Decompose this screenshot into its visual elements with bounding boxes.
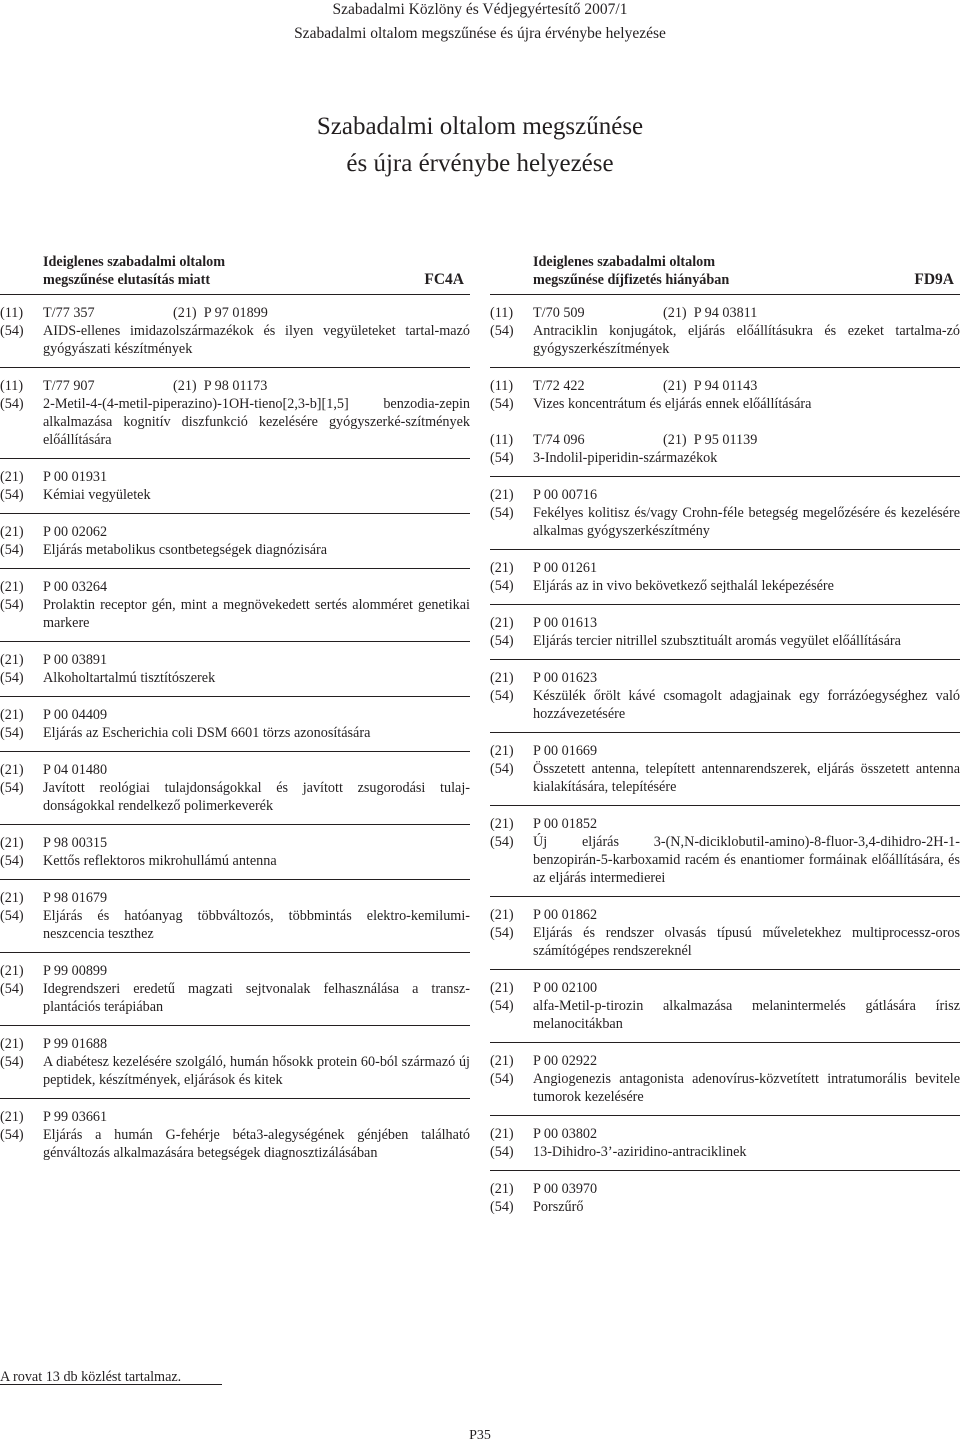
entry-title: Angiogenezis antagonista adenovírus-közvetített intratumorális bevitele tumorok kezelésére (533, 1071, 960, 1105)
entry-field (490, 431, 960, 449)
application-number: P 98 00315 (43, 835, 108, 851)
inid-code: (21) (0, 469, 24, 485)
entry-field (490, 1143, 960, 1161)
inid-code: (54) (0, 670, 24, 686)
inid-code: (11) (0, 378, 24, 394)
publication-number: T/74 096 (533, 432, 585, 448)
patent-entry (0, 295, 470, 367)
entry-field (490, 632, 960, 650)
inid-code: (21) (490, 487, 514, 503)
inid-code: (54) (0, 1054, 24, 1070)
entry-field (490, 979, 960, 997)
publication-number: T/77 357 (43, 305, 95, 321)
patent-entry (490, 477, 960, 549)
right-column (490, 253, 960, 1225)
inid-code: (11) (490, 432, 514, 448)
application-number: P 00 02922 (533, 1053, 598, 1069)
patent-entry (490, 368, 960, 422)
inid-code: (21) (0, 652, 24, 668)
page-title (0, 108, 960, 182)
inid-code: (21) (490, 1126, 514, 1142)
right-heading-line-2: megszűnése díjfizetés hiányában (533, 272, 730, 288)
entry-title: Eljárás metabolikus csontbetegségek diagnózisára (43, 542, 328, 558)
application-number: P 00 03891 (43, 652, 108, 668)
entry-field (0, 651, 470, 669)
inid-code: (54) (490, 396, 514, 412)
section-count-note: A rovat 13 db közlést tartalmaz. (0, 1369, 182, 1385)
entry-field (490, 760, 960, 796)
entry-title: Eljárás és rendszer olvasás típusú műveletekhez multiprocessz-oros számítógépes rendszereknél (533, 925, 960, 959)
entry-field (0, 1053, 470, 1089)
entry-field (0, 761, 470, 779)
application-number: P 00 03970 (533, 1181, 598, 1197)
right-heading-line-1: Ideiglenes szabadalmi oltalom (533, 254, 716, 270)
patent-entry (490, 1171, 960, 1225)
entry-numbers (43, 377, 470, 395)
inid-code: (21) (490, 743, 514, 759)
entry-field (490, 449, 960, 467)
entry-field (490, 669, 960, 687)
entry-field (490, 377, 960, 395)
entry-title: Eljárás a humán G-fehérje béta3-alegységének génjében található génváltozás alkalmazására betegségek diagnosztizálásában (43, 1127, 470, 1161)
entry-field (0, 834, 470, 852)
entry-title: Kettős reflektoros mikrohullámú antenna (43, 853, 277, 869)
entry-field (490, 1052, 960, 1070)
inid-code: (54) (490, 323, 514, 339)
patent-entry (0, 825, 470, 879)
entry-numbers (533, 304, 960, 322)
application-number: P 99 03661 (43, 1109, 108, 1125)
entry-field (0, 706, 470, 724)
inid-code: (54) (0, 323, 24, 339)
entry-field (0, 304, 470, 322)
patent-entry (490, 295, 960, 367)
entry-numbers (43, 304, 470, 322)
entry-title: Porszűrő (533, 1199, 584, 1215)
inid-code: (21) (490, 907, 514, 923)
inid-code: (54) (490, 1144, 514, 1160)
application-number: P 00 00716 (533, 487, 598, 503)
inid-code: (54) (490, 633, 514, 649)
inid-code: (21) (0, 762, 24, 778)
application-number: P 00 03264 (43, 579, 108, 595)
entry-title: AIDS-ellenes imidazolszármazékok és ilyen vegyületeket tartal-mazó gyógyászati készítmények (43, 323, 470, 357)
inid-code: (21) (0, 524, 24, 540)
application-number: P 98 01679 (43, 890, 108, 906)
application-number: P 00 02100 (533, 980, 598, 996)
page-title-line-1: Szabadalmi oltalom megszűnése (316, 113, 644, 140)
inid-code: (54) (0, 853, 24, 869)
entry-field (490, 395, 960, 413)
entry-field (490, 687, 960, 723)
patent-entry (490, 1116, 960, 1170)
entry-field (490, 1070, 960, 1106)
patent-entry (0, 1026, 470, 1098)
entry-numbers (533, 431, 960, 449)
entry-title: Javított reológiai tulajdonságokkal és javított zsugorodási tulaj-donságokkal rendelkező polimerkeverék (43, 780, 470, 814)
application-number: P 00 04409 (43, 707, 108, 723)
application-number: P 00 01931 (43, 469, 108, 485)
entry-field (490, 559, 960, 577)
entry-title: A diabétesz kezelésére szolgáló, humán hősokk protein 60-ból származó új peptidek, készítmények, eljárások és kitek (43, 1054, 470, 1088)
entry-field (0, 541, 470, 559)
right-section-code: FD9A (914, 271, 954, 288)
application-number: P 00 01613 (533, 615, 598, 631)
inid-code: (54) (0, 981, 24, 997)
entry-numbers (533, 377, 960, 395)
inid-code: (11) (0, 305, 24, 321)
inid-code: (54) (490, 1071, 514, 1087)
entry-title: Alkoholtartalmú tisztítószerek (43, 670, 216, 686)
application-number: P 00 01261 (533, 560, 598, 576)
inid-code: (54) (490, 450, 514, 466)
inid-code: (54) (0, 908, 24, 924)
patent-entry (0, 642, 470, 696)
entry-field (490, 486, 960, 504)
entry-field (0, 889, 470, 907)
entry-field (0, 596, 470, 632)
entry-field (0, 468, 470, 486)
patent-entry (490, 806, 960, 896)
entry-field (0, 395, 470, 449)
application-number: P 00 01852 (533, 816, 598, 832)
inid-code: (21) (490, 980, 514, 996)
application-number: (21) P 94 03811 (663, 305, 758, 321)
entry-title: Készülék őrölt kávé csomagolt adagjainak egy forrázóegységhez való hozzávezetésére (533, 688, 960, 722)
left-entries (0, 295, 470, 1171)
application-number: P 00 01862 (533, 907, 598, 923)
entry-title: Idegrendszeri eredetű magzati sejtvonalak felhasználása a transz-plantációs terápiában (43, 981, 470, 1015)
application-number: P 00 02062 (43, 524, 108, 540)
inid-code: (21) (490, 1181, 514, 1197)
entry-title: Összetett antenna, telepített antennarendszerek, eljárás összetett antenna kialakítására, telepítésére (533, 761, 960, 795)
left-heading-line-2: megszűnése elutasítás miatt (43, 272, 211, 288)
inid-code: (54) (490, 505, 514, 521)
running-header-section: Szabadalmi oltalom megszűnése és újra érvénybe helyezése (294, 25, 666, 42)
footer-rule (0, 1384, 222, 1385)
inid-code: (21) (490, 670, 514, 686)
application-number: (21) P 95 01139 (663, 432, 758, 448)
inid-code: (54) (0, 725, 24, 741)
inid-code: (54) (0, 542, 24, 558)
entry-field (490, 1125, 960, 1143)
patent-entry (490, 605, 960, 659)
publication-number: T/70 509 (533, 305, 585, 321)
patent-entry (490, 422, 960, 476)
entry-field (0, 852, 470, 870)
entry-field (0, 724, 470, 742)
left-column (0, 253, 470, 1171)
inid-code: (21) (490, 816, 514, 832)
entry-field (490, 322, 960, 358)
inid-code: (21) (490, 560, 514, 576)
patent-entry (0, 1099, 470, 1171)
entry-field (0, 980, 470, 1016)
inid-code: (21) (490, 615, 514, 631)
entry-field (0, 1035, 470, 1053)
application-number: P 99 01688 (43, 1036, 108, 1052)
inid-code: (54) (490, 834, 514, 850)
application-number: P 00 01669 (533, 743, 598, 759)
inid-code: (54) (490, 761, 514, 777)
application-number: (21) P 94 01143 (663, 378, 758, 394)
application-number: P 00 01623 (533, 670, 598, 686)
patent-entry (490, 1043, 960, 1115)
left-heading-line-1: Ideiglenes szabadalmi oltalom (43, 254, 226, 270)
entry-field (490, 815, 960, 833)
inid-code: (54) (490, 688, 514, 704)
page-number: P35 (469, 1428, 491, 1443)
entry-title: Prolaktin receptor gén, mint a megnövekedett sertés alomméret genetikai markere (43, 597, 470, 631)
inid-code: (21) (0, 1109, 24, 1125)
inid-code: (54) (490, 998, 514, 1014)
inid-code: (21) (0, 963, 24, 979)
entry-field (490, 1198, 960, 1216)
inid-code: (21) (0, 890, 24, 906)
right-section-heading (490, 253, 960, 289)
entry-title: alfa-Metil-p-tirozin alkalmazása melanintermelés gátlására írisz melanocitákban (533, 998, 960, 1032)
inid-code: (54) (0, 780, 24, 796)
inid-code: (21) (0, 707, 24, 723)
entry-field (0, 377, 470, 395)
patent-entry (490, 733, 960, 805)
patent-entry (0, 880, 470, 952)
patent-entry (0, 459, 470, 513)
patent-entry (0, 368, 470, 458)
entry-field (0, 523, 470, 541)
entry-title: Kémiai vegyületek (43, 487, 151, 503)
entry-field (490, 924, 960, 960)
inid-code: (54) (490, 925, 514, 941)
inid-code: (21) (490, 1053, 514, 1069)
inid-code: (54) (0, 487, 24, 503)
entry-title: Eljárás az in vivo bekövetkező sejthalál leképezésére (533, 578, 834, 594)
entry-field (490, 906, 960, 924)
inid-code: (54) (490, 1199, 514, 1215)
entry-title: 2-Metil-4-(4-metil-piperazino)-1OH-tieno[2,3-b][1,5] benzodia-zepin alkalmazása kognitív diszfunkció kezelésére gyógyszerké-szítmények előállítására (43, 396, 470, 448)
publication-number: T/77 907 (43, 378, 95, 394)
entry-field (490, 1180, 960, 1198)
inid-code: (54) (0, 1127, 24, 1143)
entry-title: Eljárás tercier nitrillel szubsztituált aromás vegyület előállítására (533, 633, 901, 649)
entry-title: Vizes koncentrátum és eljárás ennek előállítására (533, 396, 812, 412)
publication-number: T/72 422 (533, 378, 585, 394)
inid-code: (21) (0, 579, 24, 595)
entry-field (0, 578, 470, 596)
entry-field (490, 833, 960, 887)
patent-entry (0, 697, 470, 751)
entry-field (490, 504, 960, 540)
entry-field (490, 742, 960, 760)
application-number: P 00 03802 (533, 1126, 598, 1142)
patent-entry (0, 569, 470, 641)
entry-field (0, 907, 470, 943)
inid-code: (54) (0, 396, 24, 412)
entry-field (0, 669, 470, 687)
application-number: (21) P 97 01899 (173, 305, 268, 321)
application-number: P 99 00899 (43, 963, 108, 979)
entry-field (0, 486, 470, 504)
entry-field (0, 1108, 470, 1126)
entry-title: Új eljárás 3-(N,N-diciklobutil-amino)-8-fluor-3,4-dihidro-2H-1-benzopirán-5-karboxamid racém és enantiomer formáinak előállítására, és az eljárás intermedierei (533, 834, 960, 886)
entry-title: 13-Dihidro-3’-aziridino-antraciklinek (533, 1144, 747, 1160)
patent-entry (490, 550, 960, 604)
application-number: P 04 01480 (43, 762, 108, 778)
entry-title: Antraciklin konjugátok, eljárás előállításukra és ezeket tartalma-zó gyógyszerkészítmények (533, 323, 960, 357)
page-title-line-2: és újra érvénybe helyezése (346, 150, 614, 177)
inid-code: (11) (490, 378, 514, 394)
application-number: (21) P 98 01173 (173, 378, 268, 394)
inid-code: (21) (0, 835, 24, 851)
left-section-heading (0, 253, 470, 289)
inid-code: (54) (490, 578, 514, 594)
entry-field (0, 779, 470, 815)
left-section-code: FC4A (424, 271, 464, 288)
patent-entry (0, 953, 470, 1025)
entry-field (490, 304, 960, 322)
right-entries (490, 295, 960, 1225)
patent-entry (490, 660, 960, 732)
entry-field (490, 997, 960, 1033)
inid-code: (11) (490, 305, 514, 321)
entry-title: 3-Indolil-piperidin-származékok (533, 450, 718, 466)
entry-field (0, 322, 470, 358)
entry-field (490, 614, 960, 632)
patent-entry (0, 514, 470, 568)
inid-code: (54) (0, 597, 24, 613)
entry-title: Eljárás és hatóanyag többváltozós, többmintás elektro-kemilumi-neszcencia teszthez (43, 908, 470, 942)
entry-title: Eljárás az Escherichia coli DSM 6601 törzs azonosítására (43, 725, 371, 741)
entry-field (0, 962, 470, 980)
entry-field (0, 1126, 470, 1162)
entry-title: Fekélyes kolitisz és/vagy Crohn-féle betegség megelőzésére és kezelésére alkalmas gyógyszerkészítmény (533, 505, 960, 539)
running-header-journal: Szabadalmi Közlöny és Védjegyértesítő 2007/1 (332, 1, 628, 18)
patent-entry (490, 897, 960, 969)
patent-entry (0, 752, 470, 824)
entry-field (490, 577, 960, 595)
inid-code: (21) (0, 1036, 24, 1052)
patent-entry (490, 970, 960, 1042)
